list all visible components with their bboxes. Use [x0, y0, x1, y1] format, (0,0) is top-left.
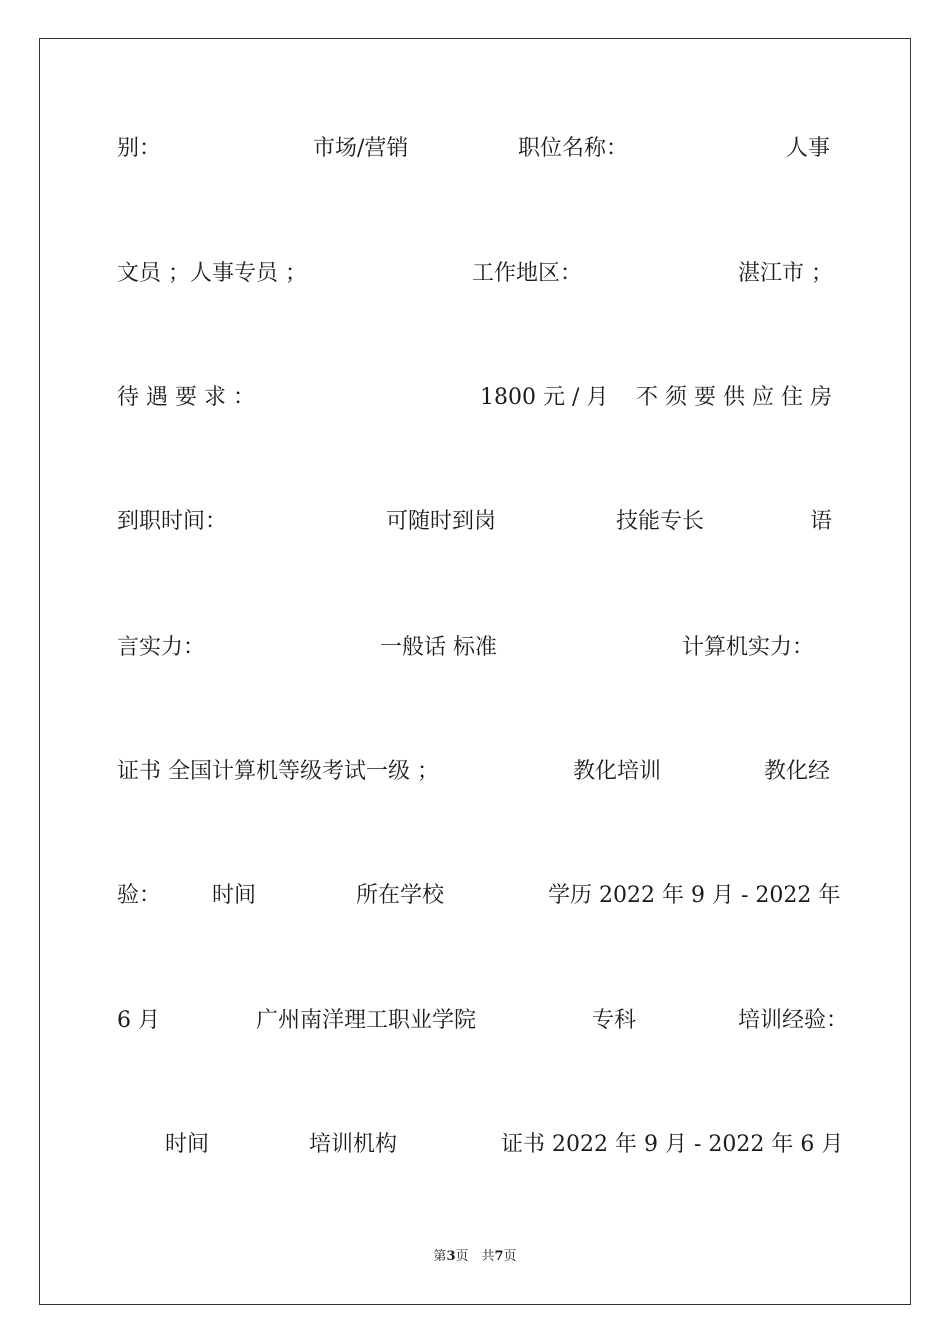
footer-prefix: 第 [433, 1249, 447, 1264]
value-text: 文员 ；人事专员 ； [117, 261, 307, 286]
text-line [0, 754, 950, 790]
value-text: 证书 2022 年 9 月 - 2022 年 6 月 [501, 1132, 844, 1157]
label-text: 工作地区： [472, 261, 583, 286]
text-line [0, 1127, 950, 1163]
column-header: 培训机构 [309, 1132, 398, 1157]
label-text: 言实力： [117, 635, 206, 660]
value-text: 语 [810, 509, 833, 534]
value-text: 专科 [592, 1008, 637, 1033]
column-header: 所在学校 [356, 883, 445, 908]
value-text: 湛江市 ； [738, 261, 833, 286]
column-header: 时间 [165, 1132, 210, 1157]
label-text: 别： [117, 136, 162, 161]
text-line [0, 256, 950, 292]
value-text: 广州南洋理工职业学院 [256, 1008, 477, 1033]
label-text: 计算机实力： [682, 635, 815, 660]
text-line [0, 380, 950, 416]
page-number: 3 [446, 1249, 456, 1264]
footer-suffix: 页 [503, 1249, 517, 1264]
text-line [0, 131, 950, 167]
label-text: 验： [117, 883, 162, 908]
value-text: 人事 [786, 136, 831, 161]
label-text: 技能专长 [616, 509, 705, 534]
value-text: 一般话 标准 [380, 635, 497, 660]
text-line [0, 878, 950, 914]
page-border [39, 38, 911, 1305]
value-text: 1800 元 / 月 [480, 385, 609, 410]
value-text: 6 月 [117, 1008, 160, 1033]
label-text: 待 遇 要 求 ： [117, 385, 255, 410]
page-total: 7 [494, 1249, 504, 1264]
text-line [0, 504, 950, 540]
footer-middle: 页 共 [455, 1249, 495, 1264]
value-text: 可随时到岗 [386, 509, 497, 534]
value-text: 市场/营销 [313, 136, 409, 161]
label-text: 职位名称： [518, 136, 629, 161]
label-text: 教化培训 [573, 759, 662, 784]
page-footer [0, 1248, 950, 1266]
label-text: 培训经验： [738, 1008, 849, 1033]
value-text: 学历 2022 年 9 月 - 2022 年 [548, 883, 841, 908]
text-line [0, 630, 950, 666]
value-text: 不 须 要 供 应 住 房 [636, 385, 832, 410]
label-text: 教化经 [764, 759, 831, 784]
label-text: 到职时间： [117, 509, 228, 534]
column-header: 时间 [212, 883, 257, 908]
value-text: 证书 全国计算机等级考试一级 ； [117, 759, 439, 784]
text-line [0, 1003, 950, 1039]
